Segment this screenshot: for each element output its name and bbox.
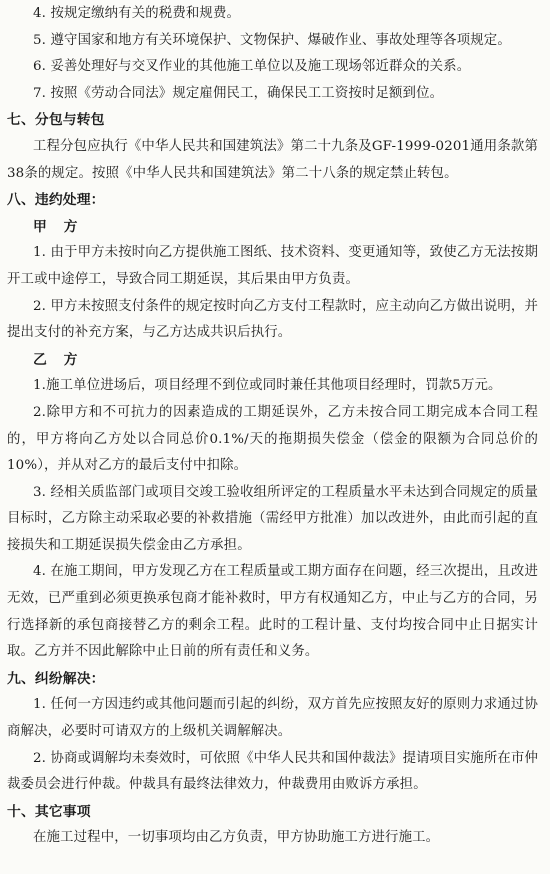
- section-10-heading: 十、其它事项: [7, 803, 91, 820]
- section-9-heading: 九、纠纷解决：: [7, 670, 105, 687]
- clause-6-7: 7. 按照《劳动合同法》规定雇佣民工，确保民工工资按时足额到位。: [33, 85, 444, 101]
- section-9-clause-1: 1. 任何一方因违约或其他问题而引起的纠纷，双方首先应按照友好的原则力求通过协商解决，必要时可请双方的上级机关调解解决。: [7, 697, 538, 740]
- clause-6-6: 6. 妥善处理好与交叉作业的其他施工单位以及施工现场邻近群众的关系。: [33, 59, 471, 75]
- section-8-heading: 八、违约处理：: [7, 192, 105, 209]
- party-b-clause-4: 4. 在施工期间，甲方发现乙方在工程质量或工期方面存在问题，经三次提出，且改进无效，已严重到必须更换承包商才能补救时，甲方有权通知乙方，中止与乙方的合同，另行选择新的承包商接替乙方的剩余工程。此时的工程计量、支付均按合同中止日据实计取。乙方并不因此解除中止日前的所有责任和义务。: [7, 564, 538, 660]
- clause-6-4: 4. 按规定缴纳有关的税费和规费。: [33, 6, 241, 21]
- party-b-clause-3: 3. 经相关质监部门或项目交竣工验收组所评定的工程质量水平未达到合同规定的质量目标时，乙方除主动采取必要的补救措施（需经甲方批准）加以改进外，由此而引起的直接损失和工期延误损失偿金由乙方承担。: [7, 484, 538, 553]
- section-7-body: 工程分包应执行《中华人民共和国建筑法》第二十九条及GF-1999-0201通用条款第38条的规定。按照《中华人民共和国建筑法》第二十八条的规定禁止转包。: [7, 138, 538, 181]
- section-7-heading: 七、分包与转包: [7, 112, 105, 129]
- clause-6-5: 5. 遵守国家和地方有关环境保护、文物保护、爆破作业、事故处理等各项规定。: [33, 32, 511, 48]
- party-b-clause-1: 1.施工单位进场后，项目经理不到位或同时兼任其他项目经理时，罚款5万元。: [33, 378, 502, 394]
- party-b-title: 乙 方: [33, 351, 84, 368]
- section-10-body: 在施工过程中，一切事项均由乙方负责，甲方协助施工方进行施工。: [33, 830, 440, 846]
- party-a-title: 甲 方: [33, 218, 84, 235]
- party-a-clause-2: 2. 甲方未按照支付条件的规定按时向乙方支付工程款时，应主动向乙方做出说明，并提出支付的补充方案，与乙方达成共识后执行。: [7, 298, 538, 341]
- party-b-clause-2: 2.除甲方和不可抗力的因素造成的工期延误外，乙方未按合同工期完成本合同工程的，甲方将向乙方处以合同总价0.1%/天的拖期损失偿金（偿金的限额为合同总价的10%），并从对乙方的最后支付中扣除。: [7, 404, 538, 474]
- party-a-clause-1: 1. 由于甲方未按时向乙方提供施工图纸、技术资料、变更通知等，致使乙方无法按期开工或中途停工，导致合同工期延误，其后果由甲方负责。: [7, 245, 538, 287]
- section-9-clause-2: 2. 协商或调解均未奏效时，可依照《中华人民共和国仲裁法》提请项目实施所在市仲裁委员会进行仲裁。仲裁具有最终法律效力，仲裁费用由败诉方承担。: [7, 750, 538, 793]
